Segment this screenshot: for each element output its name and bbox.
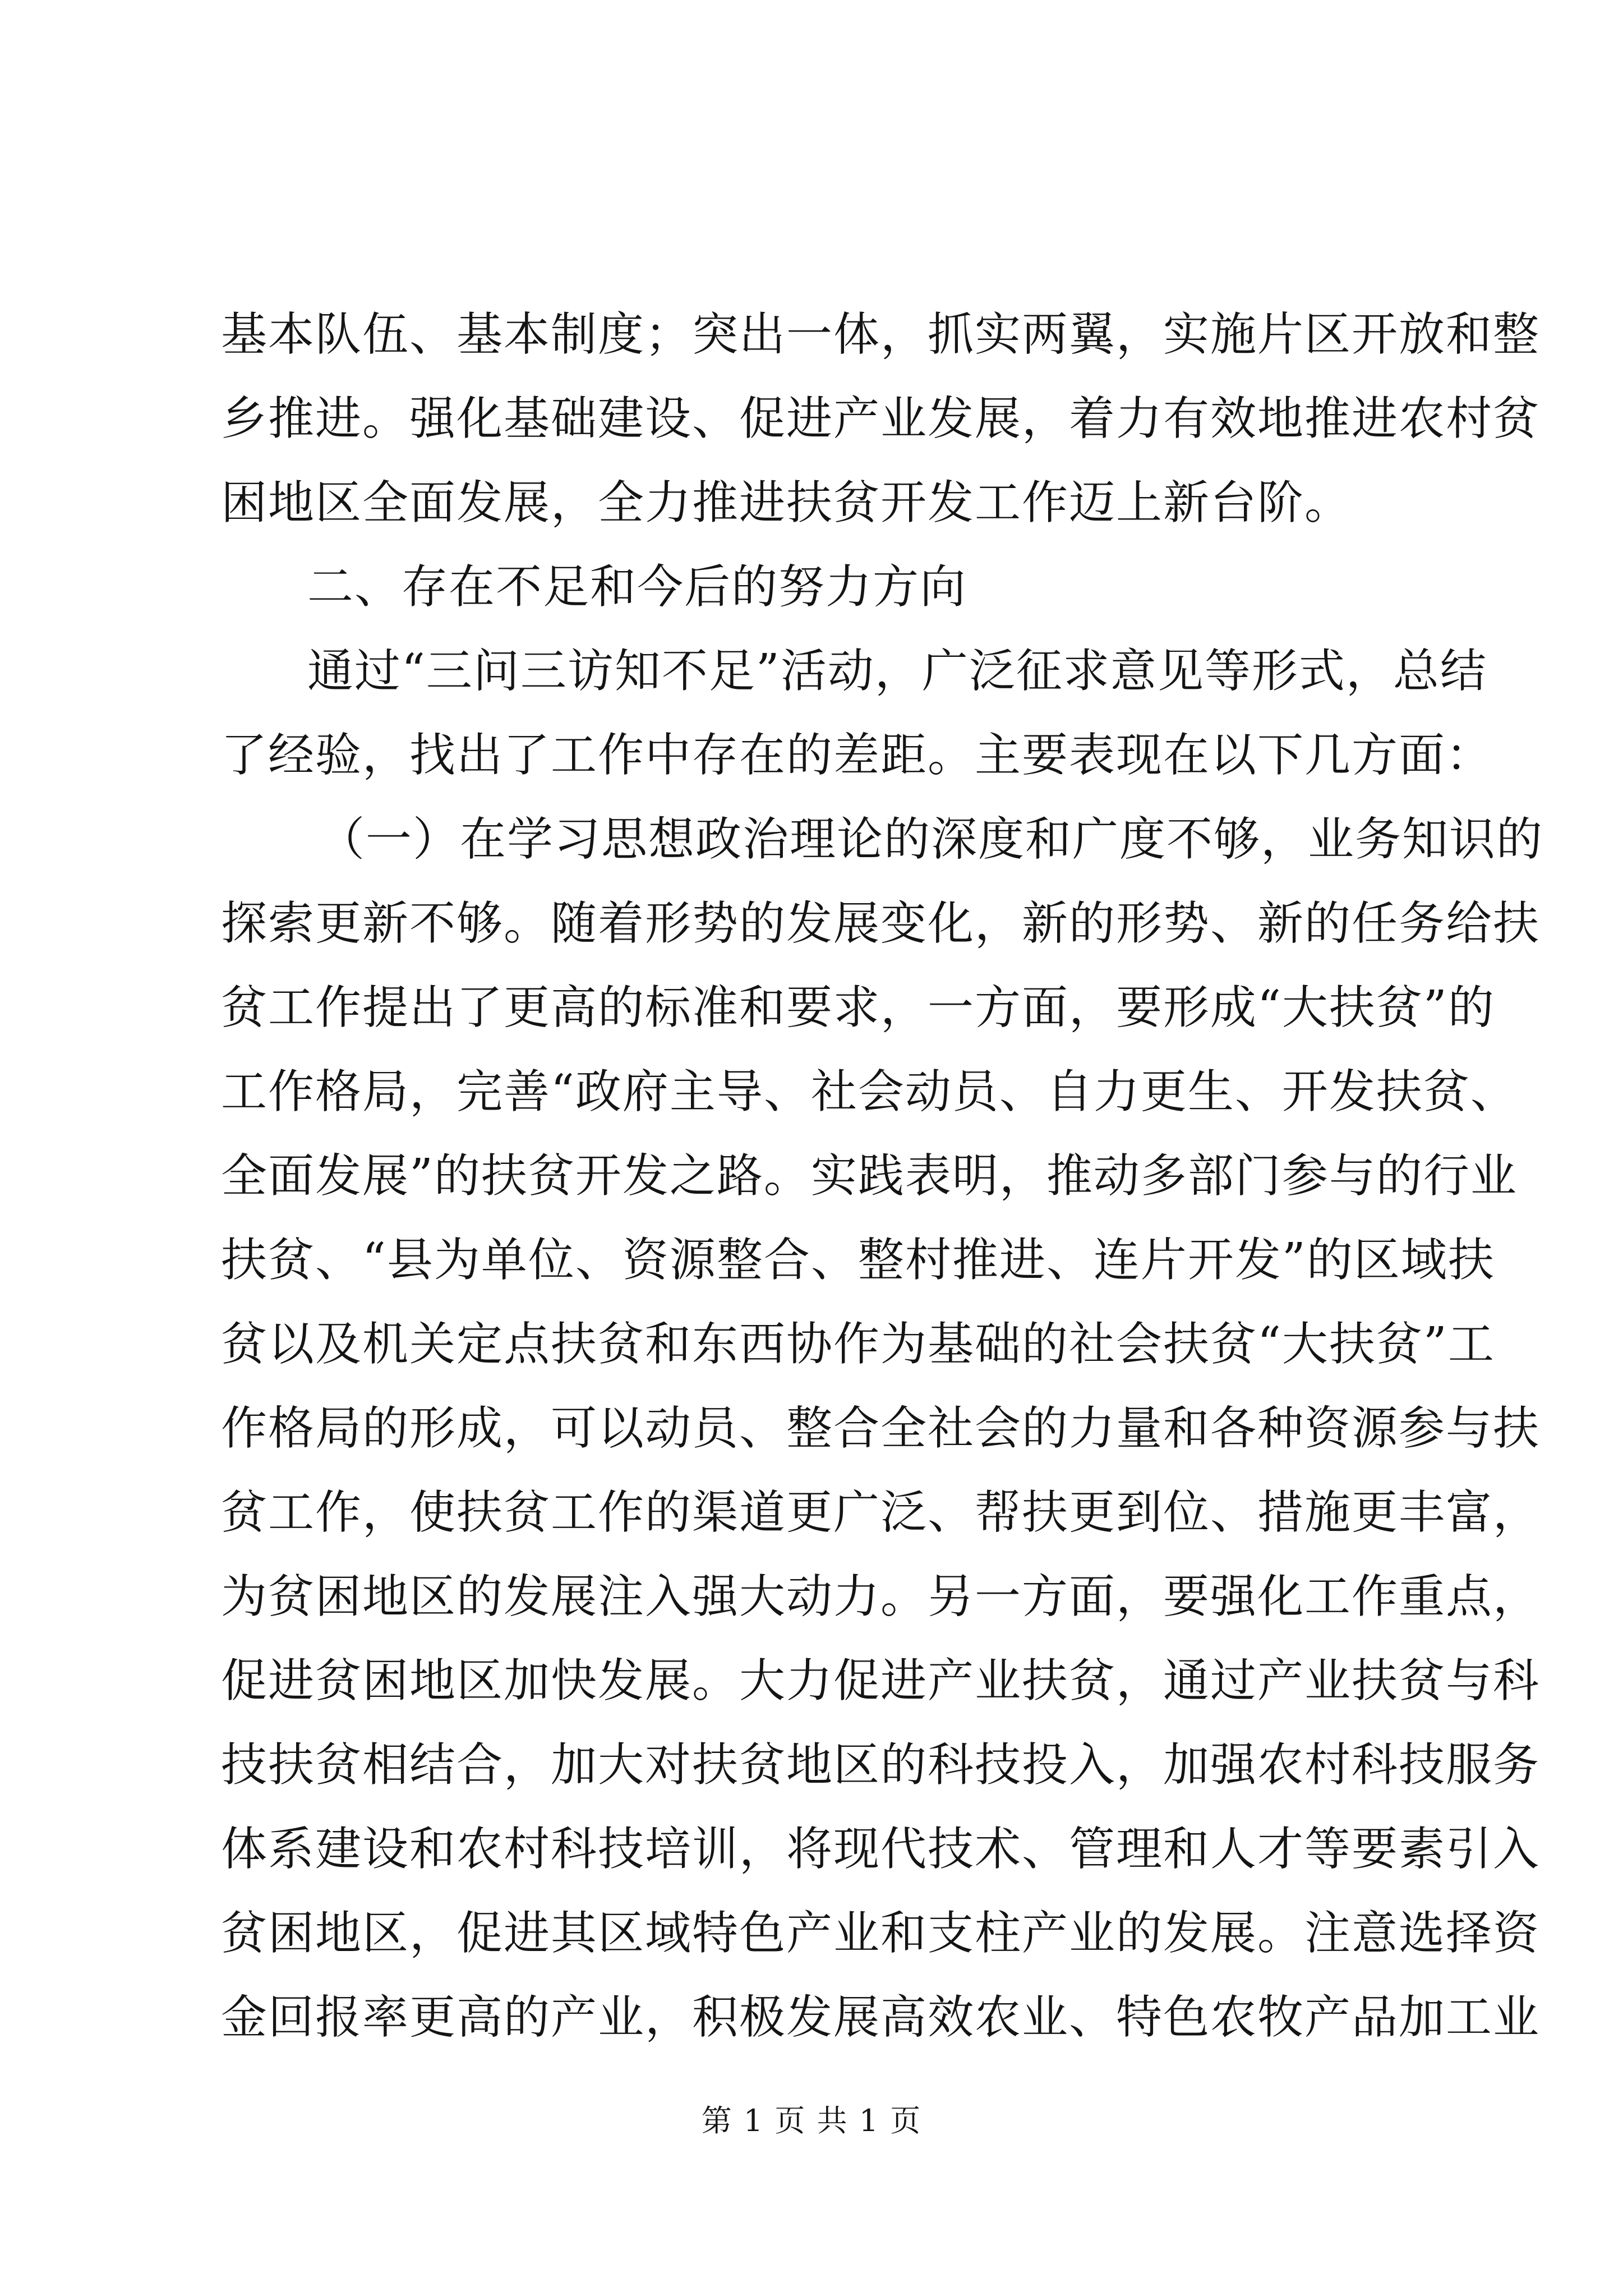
body-text-line: 扶贫、“县为单位、资源整合、整村推进、连片开发”的区域扶: [221, 1234, 1495, 1287]
subsection-first-line: （一）在学习思想政治理论的深度和广度不够，业务知识的: [319, 813, 1544, 866]
body-text-line: 促进贫困地区加快发展。大力促进产业扶贫，通过产业扶贫与科: [221, 1654, 1541, 1708]
body-text-line: 了经验，找出了工作中存在的差距。主要表现在以下几方面：: [221, 729, 1493, 782]
body-text-line: 作格局的形成，可以动员、整合全社会的力量和各种资源参与扶: [221, 1402, 1541, 1455]
section-heading: 二、存在不足和今后的努力方向: [307, 560, 967, 614]
body-text-line: 技扶贫相结合，加大对扶贫地区的科技投入，加强农村科技服务: [221, 1738, 1541, 1792]
body-text-line: 体系建设和农村科技培训，将现代技术、管理和人才等要素引入: [221, 1823, 1541, 1876]
body-text-line: 乡推进。强化基础建设、促进产业发展，着力有效地推进农村贫: [221, 392, 1541, 445]
body-text-line: 金回报率更高的产业，积极发展高效农业、特色农牧产品加工业: [221, 1991, 1541, 2044]
body-text-line: 通过“三问三访知不足”活动，广泛征求意见等形式，总结: [307, 645, 1487, 698]
body-text-line: 为贫困地区的发展注入强大动力。另一方面，要强化工作重点，: [221, 1570, 1541, 1623]
body-text-line: 贫工作提出了更高的标准和要求，一方面，要形成“大扶贫”的: [221, 981, 1495, 1034]
page-footer: 第 1 页 共 1 页: [701, 2103, 922, 2138]
body-text-line: 全面发展”的扶贫开发之路。实践表明，推动多部门参与的行业: [221, 1149, 1518, 1203]
body-text-line: 贫困地区，促进其区域特色产业和支柱产业的发展。注意选择资: [221, 1907, 1541, 1960]
body-text-line: 贫以及机关定点扶贫和东西协作为基础的社会扶贫“大扶贫”工: [221, 1318, 1495, 1371]
body-text-line: 探索更新不够。随着形势的发展变化，新的形势、新的任务给扶: [221, 897, 1541, 950]
body-text-line: 工作格局，完善“政府主导、社会动员、自力更生、开发扶贫、: [221, 1065, 1518, 1119]
body-text-line: 困地区全面发展，全力推进扶贫开发工作迈上新台阶。: [221, 476, 1352, 530]
body-text-line: 贫工作，使扶贫工作的渠道更广泛、帮扶更到位、措施更丰富，: [221, 1486, 1541, 1539]
body-text-line: 基本队伍、基本制度；突出一体，抓实两翼，实施片区开放和整: [221, 308, 1541, 361]
